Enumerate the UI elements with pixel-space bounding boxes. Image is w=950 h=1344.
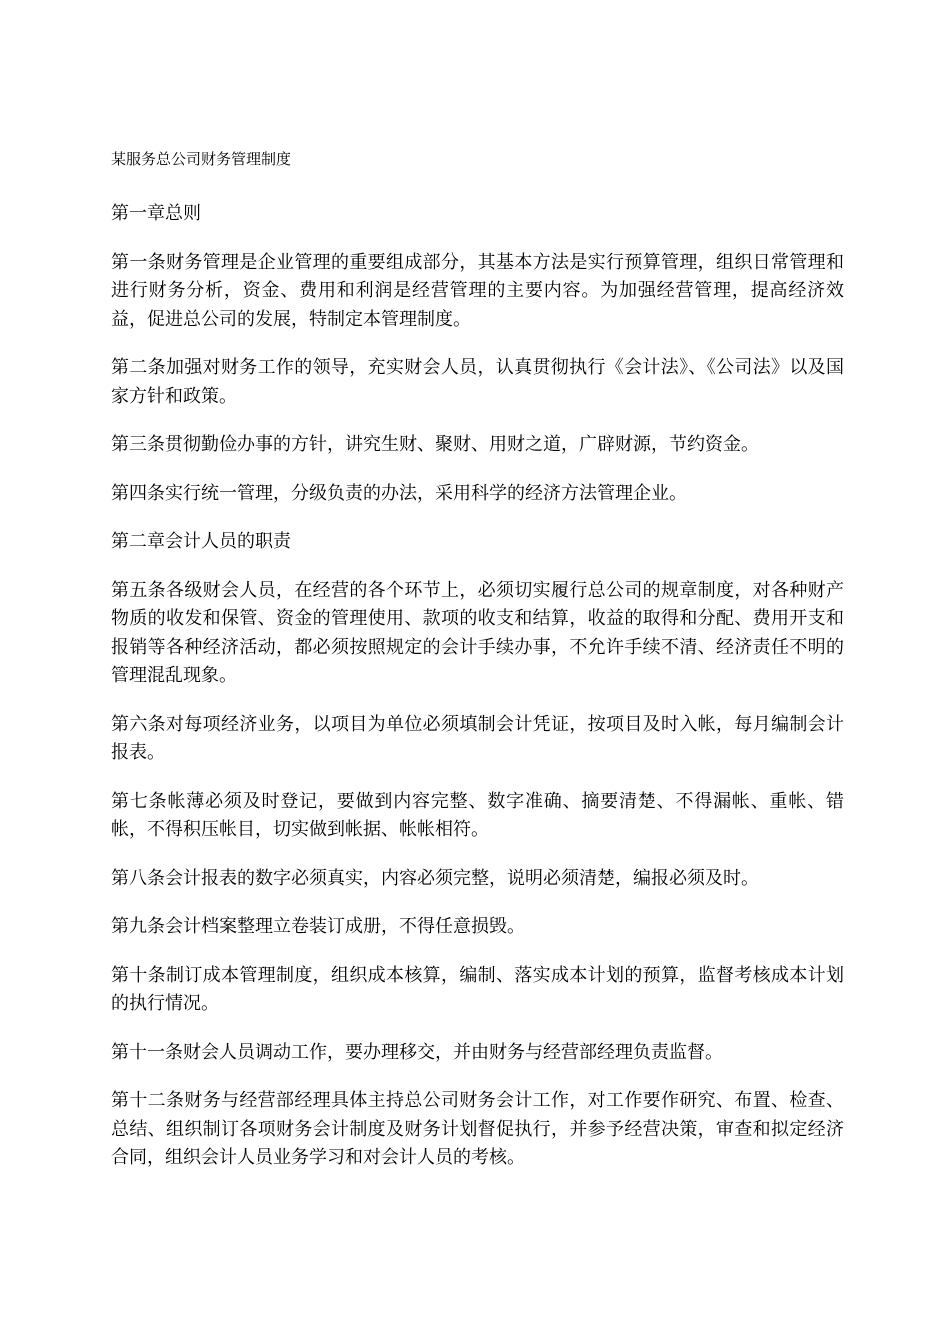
article-6: 第六条对每项经济业务，以项目为单位必须填制会计凭证，按项目及时入帐，每月编制会计报表。 <box>111 713 844 763</box>
article-12: 第十二条财务与经营部经理具体主持总公司财务会计工作，对工作要作研究、布置、检查、总结、组织制订各项财务会计制度及财务计划督促执行，并参予经营决策，审查和拟定经济合同，组织会计人员业务学习和对会计人员的考核。 <box>111 1090 844 1168</box>
article-3: 第三条贯彻勤俭办事的方针，讲究生财、聚财、用财之道，广辟财源，节约资金。 <box>111 434 759 455</box>
article-2: 第二条加强对财务工作的领导，充实财会人员，认真贯彻执行《会计法》、《公司法》以及国家方针和政策。 <box>111 357 844 407</box>
article-7: 第七条帐薄必须及时登记，要做到内容完整、数字准确、摘要清楚、不得漏帐、重帐、错帐，不得积压帐目，切实做到帐据、帐帐相符。 <box>111 790 844 840</box>
article-5: 第五条各级财会人员，在经营的各个环节上，必须切实履行总公司的规章制度，对各种财产物质的收发和保管、资金的管理使用、款项的收支和结算，收益的取得和分配、费用开支和报销等各种经济活动，都必须按照规定的会计手续办事，不允许手续不清、经济责任不明的管理混乱现象。 <box>111 579 844 686</box>
article-9: 第九条会计档案整理立卷装订成册，不得任意损毁。 <box>111 916 525 937</box>
document-title: 某服务总公司财务管理制度 <box>111 150 292 168</box>
chapter-2-heading: 第二章会计人员的职责 <box>111 531 291 552</box>
article-10: 第十条制订成本管理制度，组织成本核算，编制、落实成本计划的预算，监督考核成本计划的执行情况。 <box>111 964 844 1014</box>
article-11: 第十一条财会人员调动工作，要办理移交，并由财务与经营部经理负责监督。 <box>111 1041 723 1063</box>
document-page <box>111 148 844 1193</box>
chapter-1-heading: 第一章总则 <box>111 203 201 224</box>
article-1: 第一条财务管理是企业管理的重要组成部分，其基本方法是实行预算管理，组织日常管理和进行财务分析，资金、费用和利润是经营管理的主要内容。为加强经营管理，提高经济效益，促进总公司的发展，特制定本管理制度。 <box>111 251 844 330</box>
article-8: 第八条会计报表的数字必须真实，内容必须完整，说明必须清楚，编报必须及时。 <box>111 867 759 889</box>
article-4: 第四条实行统一管理，分级负责的办法，采用科学的经济方法管理企业。 <box>111 482 687 504</box>
